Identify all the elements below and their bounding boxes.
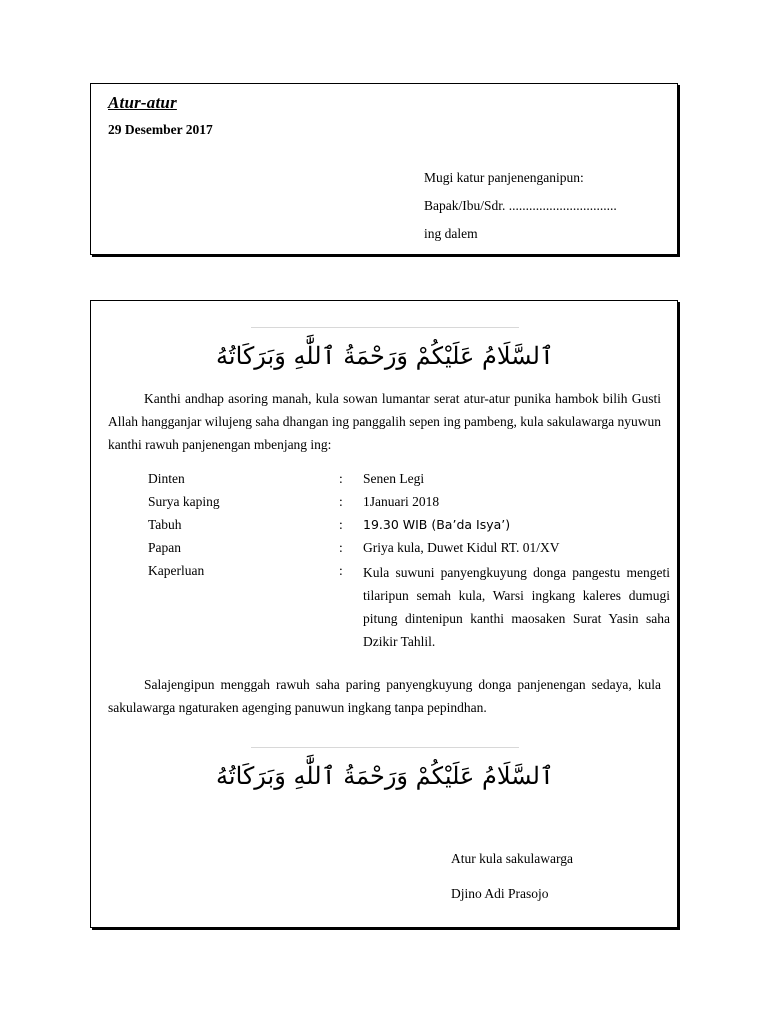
recipient-line: Bapak/Ibu/Sdr. ................................	[424, 198, 617, 213]
salam-top-calligraphy	[216, 327, 554, 384]
detail-colon: :	[339, 471, 343, 486]
recipient-line: ing dalem	[424, 226, 478, 241]
salam-text: ٱلسَّلَامُ عَلَيْكُمْ وَرَحْمَةُ ٱللَّٰهِ وَبَرَكَاتُهُ	[216, 762, 554, 790]
detail-value-day: Senen Legi	[363, 471, 425, 486]
recipient-line: Mugi katur panjenenganipun:	[424, 170, 584, 185]
detail-value-place: Griya kula, Duwet Kidul RT. 01/XV	[363, 540, 560, 555]
detail-label: Surya kaping	[148, 494, 220, 509]
closing-paragraph: Salajengipun menggah rawuh saha paring panyengkuyung donga panjenengan sedaya, kula sakulawarga ngaturaken agenging panuwun ingkang tanpa pepindhan.	[108, 677, 661, 715]
signature-name: Djino Adi Prasojo	[451, 886, 549, 901]
salam-text: ٱلسَّلَامُ عَلَيْكُمْ وَرَحْمَةُ ٱللَّٰهِ وَبَرَكَاتُهُ	[216, 342, 554, 370]
detail-colon: :	[339, 540, 343, 555]
detail-value-time: 19.30 WIB (Ba’da Isya’)	[363, 517, 511, 532]
detail-colon: :	[339, 563, 343, 578]
invitation-letter	[90, 300, 678, 928]
detail-label: Kaperluan	[148, 563, 205, 578]
detail-label: Tabuh	[148, 517, 182, 532]
letter-date: 29 Desember 2017	[108, 122, 213, 137]
detail-label: Dinten	[148, 471, 185, 486]
detail-value-date: 1Januari 2018	[363, 494, 440, 509]
detail-colon: :	[339, 517, 343, 532]
detail-label: Papan	[148, 540, 181, 555]
salam-bottom-calligraphy	[216, 747, 554, 804]
intro-paragraph: Kanthi andhap asoring manah, kula sowan lumantar serat atur-atur punika hambok bilih Gusti Allah hangganjar wilujeng saha dhangan ing panggalih sepen ing pambeng, kula sakulawarga nyuwun kanthi rawuh panjenengan mbenjang ing:	[108, 391, 661, 452]
detail-value-purpose: Kula suwuni panyengkuyung donga pangestu mengeti tilaripun semah kula, Warsi ingkang kaleres dumugi pitung dintenipun kanthi maosaken Surat Yasin saha Dzikir Tahlil.	[363, 565, 670, 649]
card-title: Atur-atur	[108, 93, 177, 112]
signoff-text: Atur kula sakulawarga	[451, 851, 573, 866]
detail-colon: :	[339, 494, 343, 509]
address-card	[90, 83, 678, 255]
